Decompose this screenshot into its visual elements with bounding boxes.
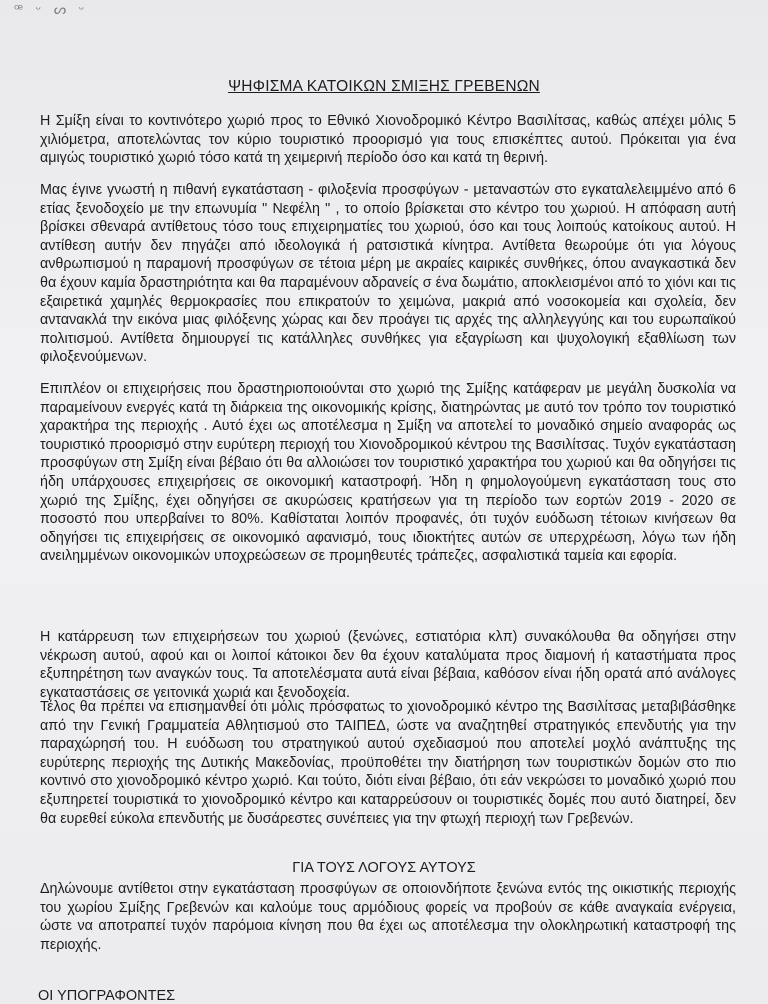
paragraph-business-impact: Επιπλέον οι επιχειρήσεις που δραστηριοποιούνται στο χωριό της Σμίξης κατάφεραν με μεγάλη δυσκολία να παραμείνουν ενεργές κατά τη διάρκεια της οικονομικής κρίσης, διατηρώντας με αυτό τον τρόπο τον τουριστικό χαρακτήρα της περιοχής . Αυτό έχει ως αποτέλεσμα η Σμίξη να αποτελεί το μοναδικό σημείο αναφοράς ως τουριστικό προορισμό στην ευρύτερη περιοχή του Χιονοδρομικού κέντρου της Βασιλίτσας. Τυχόν εγκατάσταση προσφύγων στη Σμίξη είναι βέβαιο ότι θα αλλοιώσει τον τουριστικό χαρακτήρα του χωριού και θα οδηγήσει τις ήδη υπάρχουσες επιχειρήσεις σε οικονομική καταστροφή. Ήδη η φημολογούμενη εγκατάσταση τους στο χωριό της Σμίξης, έχει οδηγήσει σε ακυρώσεις κρατήσεων για τη περίοδο των εορτών 2019 - 2020 σε ποσοστό που υπερβαίνει το 80%. Καθίσταται λοιπόν προφανές, ότι τυχόν ευόδωση τέτοιων κινήσεων θα οδηγήσει τις επιχειρήσεις σε οικονομικό αφανισμό, τους ιδιοκτήτες αυτών σε υπερχρέωση, λόγω των ήδη ανειλημμένων οικονομικών υποχρεώσεων σε προμηθευτές τράπεζες, ασφαλιστικά ταμεία και εφορία. xyxy=(40,381,736,565)
paragraph-intro: Η Σμίξη είναι το κοντινότερο χωριό προς το Εθνικό Χιονοδρομικό Κέντρο Βασιλίτσας, καθώς απέχει μόλις 5 χιλιόμετρα, αποτελώντας τον κύριο τουριστικό προορισμό για τους επισκέπτες αυτού. Πρόκειται για ένα αμιγώς τουριστικό χωριό τόσο κατά τη χειμερινή περίοδο όσο και κατά τη θερινή. xyxy=(40,113,736,167)
paragraph-declaration: Δηλώνουμε αντίθετοι στην εγκατάσταση προσφύγων σε οποιονδήποτε ξενώνα εντός της οικιστικής περιοχής του χωρίου Σμίξης Γρεβενών και καλούμε τους αρμόδιους φορείς να προβούν σε κάθε αναγκαία ενέργεια, ώστε να αποτραπεί τυχόν παρόμοια κίνηση που θα έχει ως αποτέλεσμα την ολοκληρωτική καταστροφή της περιοχής. xyxy=(40,881,736,953)
document-title: ΨΗΦΙΣΜΑ ΚΑΤΟΙΚΩΝ ΣΜΙΞΗΣ ΓΡΕΒΕΝΩΝ xyxy=(228,78,540,95)
header-scribble: ꟹ ᵕ ᔕ ᵕ xyxy=(14,2,89,18)
section-heading: ΓΙΑ ΤΟΥΣ ΛΟΓΟΥΣ ΑΥΤΟΥΣ xyxy=(292,860,476,876)
signatories-label: ΟΙ ΥΠΟΓΡΑΦΟΝΤΕΣ xyxy=(38,988,176,1004)
paragraph-refugee-hosting: Μας έγινε γνωστή η πιθανή εγκατάσταση - φιλοξενία προσφύγων - μεταναστών στο εγκαταλελειμμένο από 6 ετίας ξενοδοχείο με την επωνυμία " Νεφέλη " , το οποίο βρίσκεται στο κέντρο του χωριού. Η απόφαση αυτή βρίσκει σθεναρά αντίθετους τόσο τους επιχειρηματίες του χωριού, όσο και τους λοιπούς κατοίκους αυτού. Η αντίθεση αυτήν δεν πηγάζει από ιδεολογικά ή ρατσιστικά κίνητρα. Αντίθετα θεωρούμε ότι για λόγους ανθρωπισμού η παραμονή προσφύγων σε τέτοια μέρη με ακραίες καιρικές συνθήκες, όπου αναγκαστικά δεν θα έχουν καμία δραστηριότητα και θα παραμένουν αδρανείς σ ένα δωμάτιο, αποκλεισμένοι από το χιόνι και τις εξαιρετικά χαμηλές θερμοκρασίες που επικρατούν το χειμώνα, μακριά από νοσοκομεία και σχολεία, δεν αντανακλά την εικόνα μιας φιλόξενης χώρας και δεν προάγει τις αρχές της αλληλεγγύης και του ευρωπαϊκού πολιτισμού. Αντίθετα δημιουργεί τις κατάλληλες συνθήκες για εξαγρίωση και ψυχολογική εξαθλίωση των φιλοξενούμενων. xyxy=(40,182,736,366)
paragraph-ski-center: Τέλος θα πρέπει να επισημανθεί ότι μόλις πρόσφατως το χιονοδρομικό κέντρο της Βασιλίτσας μεταβιβάσθηκε από την Γενική Γραμματεία Αθλητισμού στο ΤΑΙΠΕΔ, ώστε να αναζητηθεί στρατηγικός επενδυτής για την παραχώρησή του. Η ευόδωση του στρατηγικού αυτού σχεδιασμού που αποτελεί μοχλό ανάπτυξης της ευρύτερης περιοχής της Δυτικής Μακεδονίας, προϋποθέτει την διατήρηση των τουριστικών δομών στο πιο κοντινό στο χιονοδρομικό κέντρο χωριό. Και τούτο, διότι είναι βέβαιο, ότι εάν νεκρώσει το μοναδικό χωριό που εξυπηρετεί τουριστικά το χιονοδρομικό κέντρο και καταρρεύσουν οι τουριστικές δομές που αυτό διατηρεί, δεν θα ευρεθεί εύκολα επενδυτής με δυσάρεστες συνέπειες για την φτωχή περιοχή των Γρεβενών. xyxy=(40,699,736,827)
paragraph-village-collapse: Η κατάρρευση των επιχειρήσεων του χωριού (ξενώνες, εστιατόρια κλπ) συνακόλουθα θα οδηγήσει στην νέκρωση αυτού, αφού και οι λοιποί κάτοικοι δεν θα έχουν καταλύματα προς διαμονή ή καταστήματα προς εξυπηρέτηση των αναγκών τους. Τα αποτελέσματα αυτά είναι βέβαια, καθόσον είναι ήδη ορατά από ανάλογες εγκαταστάσεις σε γειτονικά χωριά και ξενοδοχεία. xyxy=(40,629,736,701)
